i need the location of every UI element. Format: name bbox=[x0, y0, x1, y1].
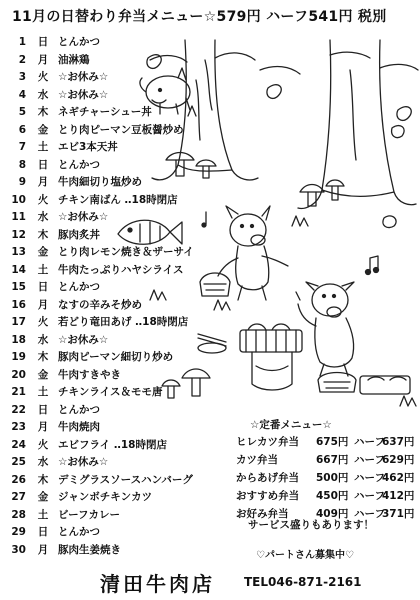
menu-day: 29 bbox=[11, 526, 26, 538]
menu-weekday: 水 bbox=[37, 211, 49, 223]
menu-weekday: 金 bbox=[37, 491, 49, 503]
menu-row bbox=[8, 297, 248, 315]
menu-item: ☆お休み☆ bbox=[58, 456, 109, 468]
standard-item-price: 409円 bbox=[316, 508, 349, 520]
menu-weekday: 水 bbox=[37, 333, 49, 346]
menu-row bbox=[8, 419, 248, 437]
menu-weekday: 日 bbox=[37, 526, 49, 538]
menu-weekday: 金 bbox=[37, 368, 49, 381]
menu-row bbox=[8, 472, 248, 490]
menu-day: 14 bbox=[11, 263, 26, 276]
standard-item-name: ヒレカツ弁当 bbox=[236, 436, 299, 448]
menu-day: 22 bbox=[11, 403, 26, 416]
menu-day: 7 bbox=[18, 141, 26, 153]
menu-day: 4 bbox=[18, 88, 26, 101]
menu-weekday: 水 bbox=[37, 456, 49, 468]
menu-day: 25 bbox=[11, 456, 26, 468]
standard-menu-row bbox=[236, 487, 416, 505]
daily-menu-list bbox=[8, 34, 248, 559]
standard-item-name: カツ弁当 bbox=[236, 454, 278, 466]
menu-day: 9 bbox=[18, 176, 26, 188]
standard-item-price: 667円 bbox=[316, 454, 349, 466]
menu-day: 6 bbox=[18, 123, 26, 136]
standard-item-half-price: 637円 bbox=[382, 436, 415, 448]
menu-item: ジャンボチキンカツ bbox=[58, 491, 153, 503]
standard-menu-row bbox=[236, 451, 416, 469]
menu-day: 5 bbox=[18, 106, 26, 118]
menu-item: ビーフカレー bbox=[58, 508, 120, 521]
standard-item-price: 675円 bbox=[316, 436, 349, 448]
menu-day: 27 bbox=[11, 491, 26, 503]
menu-day: 30 bbox=[11, 543, 26, 556]
menu-weekday: 火 bbox=[37, 316, 49, 328]
menu-day: 1 bbox=[18, 36, 26, 48]
menu-row bbox=[8, 227, 248, 245]
menu-day: 21 bbox=[11, 386, 26, 398]
menu-weekday: 日 bbox=[37, 158, 49, 171]
menu-item: チキン南ばん ‥18時閉店 bbox=[58, 193, 178, 206]
standard-menu-heading: ☆定番メニュー☆ bbox=[250, 419, 332, 431]
standard-menu-row bbox=[236, 433, 416, 451]
shop-name: 清田牛肉店 bbox=[100, 572, 215, 596]
menu-row bbox=[8, 262, 248, 280]
menu-item: ☆お休み☆ bbox=[58, 71, 109, 83]
standard-item-half-price: 629円 bbox=[382, 454, 415, 466]
menu-weekday: 水 bbox=[37, 88, 49, 101]
menu-row bbox=[8, 139, 248, 157]
tree-illustration bbox=[260, 40, 418, 208]
menu-row bbox=[8, 244, 248, 262]
grill-illustration bbox=[240, 324, 302, 390]
menu-day: 23 bbox=[11, 421, 26, 433]
standard-item-half-price: 371円 bbox=[382, 508, 415, 520]
menu-day: 10 bbox=[11, 193, 26, 206]
standard-item-price: 450円 bbox=[316, 490, 349, 502]
menu-day: 18 bbox=[11, 333, 26, 346]
menu-weekday: 日 bbox=[37, 281, 49, 293]
menu-item: 豚肉ピーマン細切り炒め bbox=[58, 351, 174, 363]
menu-item: なすの辛みそ炒め bbox=[58, 298, 142, 311]
menu-row bbox=[8, 437, 248, 455]
menu-row bbox=[8, 507, 248, 525]
menu-weekday: 土 bbox=[37, 263, 49, 276]
menu-row bbox=[8, 52, 248, 70]
menu-weekday: 日 bbox=[37, 403, 49, 416]
menu-day: 19 bbox=[11, 351, 26, 363]
menu-item: エビ3本天丼 bbox=[58, 141, 118, 153]
menu-day: 13 bbox=[11, 246, 26, 258]
standard-item-half-price: 412円 bbox=[382, 490, 415, 502]
menu-day: 20 bbox=[11, 368, 26, 381]
shop-phone: TEL046-871-2161 bbox=[244, 575, 362, 589]
menu-day: 15 bbox=[11, 281, 26, 293]
recruitment-notice: ♡パートさん募集中♡ bbox=[256, 550, 354, 561]
menu-row bbox=[8, 542, 248, 560]
menu-day: 11 bbox=[11, 211, 26, 223]
menu-item: とんかつ bbox=[58, 158, 100, 171]
half-label: ハーフ bbox=[354, 436, 385, 448]
menu-weekday: 月 bbox=[37, 543, 49, 556]
menu-row bbox=[8, 122, 248, 140]
menu-day: 16 bbox=[11, 298, 26, 311]
menu-weekday: 月 bbox=[37, 53, 49, 66]
menu-day: 26 bbox=[11, 473, 26, 486]
menu-row bbox=[8, 402, 248, 420]
menu-day: 12 bbox=[11, 228, 26, 241]
menu-item: ☆お休み☆ bbox=[58, 211, 109, 223]
menu-row bbox=[8, 332, 248, 350]
page-title: 11月の日替わり弁当メニュー☆579円 ハーフ541円 税別 bbox=[12, 9, 387, 25]
menu-item: 牛肉たっぷりハヤシライス bbox=[58, 263, 184, 276]
menu-weekday: 火 bbox=[37, 193, 49, 206]
menu-row bbox=[8, 104, 248, 122]
half-label: ハーフ bbox=[354, 490, 385, 502]
menu-item: 若どり竜田あげ ‥18時閉店 bbox=[58, 316, 189, 328]
standard-menu-row bbox=[236, 469, 416, 487]
menu-weekday: 木 bbox=[37, 351, 49, 363]
menu-item: ネギチャーシュー丼 bbox=[58, 106, 152, 118]
menu-item: とり肉レモン焼き＆ザーサイ bbox=[58, 246, 194, 258]
menu-item: 豚肉生姜焼き bbox=[58, 543, 121, 556]
standard-menu-list bbox=[236, 433, 416, 523]
menu-weekday: 木 bbox=[37, 228, 49, 241]
menu-item: とんかつ bbox=[58, 281, 100, 293]
menu-day: 3 bbox=[18, 71, 26, 83]
half-label: ハーフ bbox=[354, 454, 385, 466]
menu-weekday: 火 bbox=[37, 438, 49, 451]
menu-weekday: 日 bbox=[37, 36, 49, 48]
menu-day: 2 bbox=[18, 53, 26, 66]
menu-row bbox=[8, 174, 248, 192]
menu-weekday: 木 bbox=[37, 473, 49, 486]
standard-item-name: おすすめ弁当 bbox=[236, 490, 300, 502]
service-note: サービス盛りもあります！ bbox=[248, 519, 374, 531]
menu-row bbox=[8, 489, 248, 507]
menu-item: エビフライ ‥18時閉店 bbox=[58, 438, 167, 451]
menu-row bbox=[8, 192, 248, 210]
menu-row bbox=[8, 69, 248, 87]
menu-item: 牛肉細切り塩炒め bbox=[58, 176, 142, 188]
menu-row bbox=[8, 279, 248, 297]
menu-item: 牛肉焼肉 bbox=[58, 421, 100, 433]
bento-illustration bbox=[360, 376, 410, 394]
menu-item: ☆お休み☆ bbox=[58, 333, 109, 346]
menu-row bbox=[8, 209, 248, 227]
half-label: ハーフ bbox=[354, 508, 385, 520]
menu-row bbox=[8, 384, 248, 402]
menu-row bbox=[8, 349, 248, 367]
standard-item-name: お好み弁当 bbox=[236, 508, 289, 520]
menu-weekday: 金 bbox=[37, 123, 49, 136]
menu-weekday: 火 bbox=[37, 71, 49, 83]
standard-item-half-price: 462円 bbox=[382, 472, 415, 484]
menu-item: ☆お休み☆ bbox=[58, 88, 109, 101]
menu-weekday: 木 bbox=[37, 106, 49, 118]
standard-item-price: 500円 bbox=[316, 472, 349, 484]
menu-item: デミグラスソースハンバーグ bbox=[58, 473, 193, 486]
menu-item: 牛肉すきやき bbox=[58, 368, 121, 381]
menu-weekday: 月 bbox=[37, 298, 49, 311]
menu-weekday: 月 bbox=[37, 176, 49, 188]
menu-day: 24 bbox=[11, 438, 26, 451]
menu-item: とんかつ bbox=[58, 526, 100, 538]
menu-row bbox=[8, 87, 248, 105]
menu-row bbox=[8, 367, 248, 385]
menu-row bbox=[8, 34, 248, 52]
menu-day: 8 bbox=[18, 158, 26, 171]
standard-item-name: からあげ弁当 bbox=[236, 472, 299, 484]
menu-day: 28 bbox=[11, 508, 26, 521]
menu-row bbox=[8, 314, 248, 332]
menu-row bbox=[8, 454, 248, 472]
menu-item: とり肉ピーマン豆板醤炒め bbox=[58, 123, 184, 136]
menu-weekday: 土 bbox=[37, 508, 49, 521]
menu-item: 豚肉炙丼 bbox=[58, 228, 100, 241]
menu-weekday: 月 bbox=[37, 421, 49, 433]
menu-weekday: 金 bbox=[37, 246, 49, 258]
menu-weekday: 土 bbox=[37, 386, 49, 398]
menu-weekday: 土 bbox=[37, 141, 49, 153]
menu-item: 油淋鶏 bbox=[58, 53, 90, 66]
cow-bbq-illustration bbox=[296, 282, 356, 392]
menu-item: チキンライス＆モモ唐 bbox=[58, 386, 163, 398]
menu-item: とんかつ bbox=[58, 36, 100, 48]
menu-day: 17 bbox=[11, 316, 26, 328]
menu-row bbox=[8, 157, 248, 175]
menu-row bbox=[8, 524, 248, 542]
half-label: ハーフ bbox=[354, 472, 385, 484]
menu-item: とんかつ bbox=[58, 403, 100, 416]
